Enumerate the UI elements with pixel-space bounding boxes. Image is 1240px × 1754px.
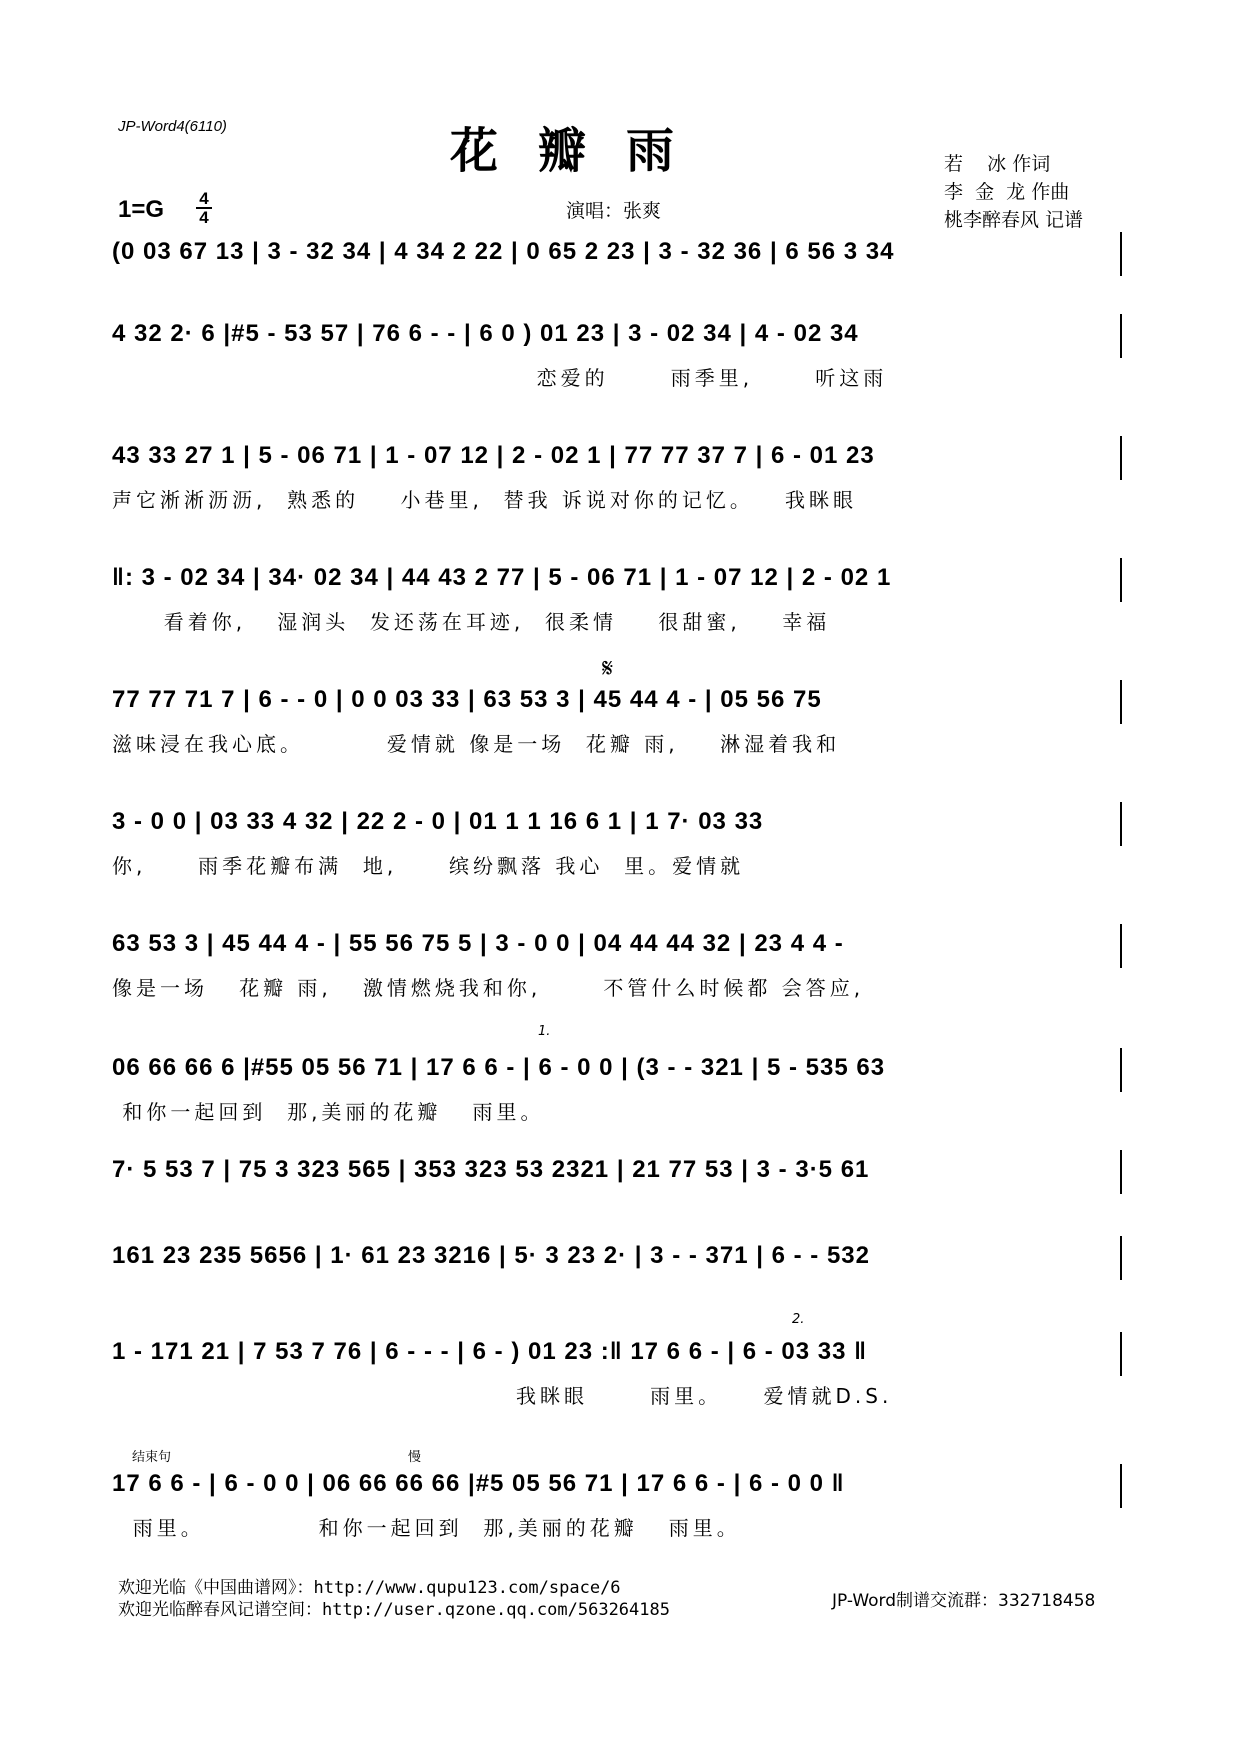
- notes-line: 43 33 27 1 | 5 - 06 71 | 1 - 07 12 | 2 - 02 1 | 77 77 37 7 | 6 - 01 23: [112, 442, 875, 469]
- transcriber: 桃李醉春风 记谱: [944, 209, 1084, 231]
- time-signature: [194, 190, 214, 226]
- lyrics-line: 看着你, 湿润头 发还荡在耳迹, 很柔情 很甜蜜, 幸福: [112, 610, 831, 634]
- score-system: [112, 1464, 1122, 1546]
- tempo-slow-mark: 慢: [408, 1450, 422, 1465]
- notes-line: (0 03 67 13 | 3 - 32 34 | 4 34 2 22 | 0 65 2 23 | 3 - 32 36 | 6 56 3 34: [112, 238, 895, 265]
- score-system: [112, 232, 1122, 314]
- score-system: [112, 802, 1122, 884]
- notes-line: 1 - 171 21 | 7 53 7 76 | 6 - - - | 6 - ) 01 23 :‖ 17 6 6 - | 6 - 03 33 ‖: [112, 1338, 868, 1365]
- lyrics-line: 像是一场 花瓣 雨, 激情燃烧我和你, 不管什么时候都 会答应,: [112, 976, 865, 1000]
- notes-line: 17 6 6 - | 6 - 0 0 | 06 66 66 66 |#5 05 56 71 | 17 6 6 - | 6 - 0 0 ‖: [112, 1470, 845, 1497]
- time-signature-top: 4: [199, 189, 209, 208]
- score-system: [112, 1150, 1122, 1232]
- lyrics-line: 声它淅淅沥沥, 熟悉的 小巷里, 替我 诉说对你的记忆。 我眯眼: [112, 488, 858, 512]
- segno-mark: 𝄋: [602, 654, 614, 684]
- lyrics-line: 我眯眼 雨里。 爱情就D.S.: [112, 1384, 893, 1408]
- composer: 李 金 龙 作曲: [944, 181, 1070, 203]
- key-signature: 1=G: [118, 196, 165, 223]
- notes-line: 06 66 66 6 |#55 05 56 71 | 17 6 6 - | 6 - 0 0 | (3 - - 321 | 5 - 535 63: [112, 1054, 886, 1081]
- ending-mark: 结束句: [132, 1450, 172, 1465]
- singer: 演唱：张爽: [566, 200, 662, 222]
- notes-line: 3 - 0 0 | 03 33 4 32 | 22 2 - 0 | 01 1 1 16 6 1 | 1 7· 03 33: [112, 808, 764, 835]
- score-system: [112, 1236, 1122, 1318]
- score-system: [112, 1332, 1122, 1414]
- notes-line: 161 23 235 5656 | 1· 61 23 3216 | 5· 3 23 2· | 3 - - 371 | 6 - - 532: [112, 1242, 870, 1269]
- footer-link-qupu[interactable]: 欢迎光临《中国曲谱网》：http://www.qupu123.com/space/6: [118, 1578, 621, 1598]
- score-system: [112, 1048, 1122, 1130]
- lyrics-line: 和你一起回到 那,美丽的花瓣 雨里。: [112, 1100, 545, 1124]
- volta-2-mark: 2.: [792, 1312, 805, 1327]
- notes-line: 77 77 71 7 | 6 - - 0 | 0 0 03 33 | 63 53 3 | 45 44 4 - | 05 56 75: [112, 686, 822, 713]
- volta-1-mark: 1.: [538, 1024, 551, 1039]
- score-system: [112, 314, 1122, 396]
- lyrics-line: 雨里。 和你一起回到 那,美丽的花瓣 雨里。: [112, 1516, 741, 1540]
- score-system: [112, 924, 1122, 1006]
- lyrics-line: 恋爱的 雨季里, 听这雨: [112, 366, 888, 390]
- notes-line: ‖: 3 - 02 34 | 34· 02 34 | 44 43 2 77 | 5 - 06 71 | 1 - 07 12 | 2 - 02 1: [112, 564, 892, 591]
- footer-link-qzone[interactable]: 欢迎光临醉春风记谱空间：http://user.qzone.qq.com/563264185: [118, 1600, 670, 1620]
- lyrics-line: 你, 雨季花瓣布满 地, 缤纷飘落 我心 里。爱情就: [112, 854, 745, 878]
- score-system: [112, 680, 1122, 762]
- score-system: [112, 558, 1122, 640]
- notes-line: 63 53 3 | 45 44 4 - | 55 56 75 5 | 3 - 0 0 | 04 44 44 32 | 23 4 4 -: [112, 930, 844, 957]
- score-system: [112, 436, 1122, 518]
- lyrics-line: [112, 1194, 1122, 1232]
- footer-group: JP-Word制谱交流群：332718458: [832, 1591, 1096, 1611]
- notes-line: 7· 5 53 7 | 75 3 323 565 | 353 323 53 2321 | 21 77 53 | 3 - 3·5 61: [112, 1156, 870, 1183]
- lyrics-line: 滋味浸在我心底。 爱情就 像是一场 花瓣 雨, 淋湿着我和: [112, 732, 841, 756]
- footer-links: [118, 1577, 670, 1621]
- song-title: 花瓣雨: [450, 123, 715, 179]
- lyrics-line: [112, 1280, 1122, 1318]
- time-signature-bottom: 4: [199, 208, 209, 227]
- software-label: JP-Word4(6110): [118, 118, 227, 135]
- credits: [944, 150, 1083, 234]
- notes-line: 4 32 2· 6 |#5 - 53 57 | 76 6 - - | 6 0 ) 01 23 | 3 - 02 34 | 4 - 02 34: [112, 320, 859, 347]
- lyrics-line: [112, 276, 1122, 314]
- lyricist: 若 冰 作词: [944, 153, 1051, 175]
